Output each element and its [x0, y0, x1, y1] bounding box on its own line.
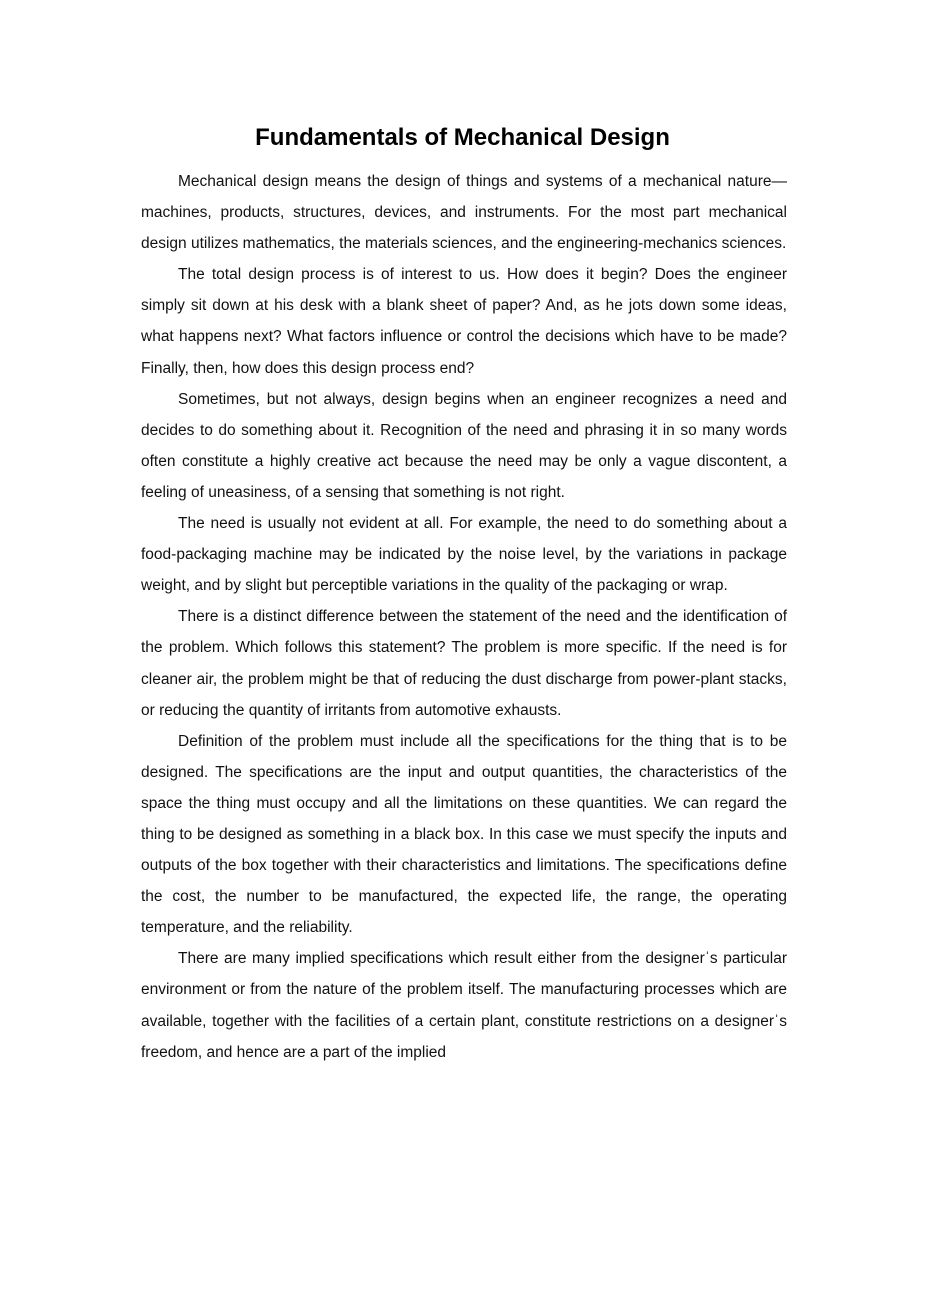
document-body [141, 166, 787, 1068]
paragraph-4: The need is usually not evident at all. For example, the need to do something about a food-packaging machine may be indicated by the noise level, by the variations in package weight, and by slight but perceptible variations in the quality of the packaging or wrap. [141, 515, 787, 595]
paragraph-7: There are many implied specifications which result either from the designerˈs particular environment or from the nature of the problem itself. The manufacturing processes which are available, together with the facilities of a certain plant, constitute restrictions on a designerˈs freedom, and hence are a part of the implied [141, 950, 787, 1061]
page-title: Fundamentals of Mechanical Design [255, 124, 670, 151]
paragraph-6: Definition of the problem must include all the specifications for the thing that is to be designed. The specifications are the input and output quantities, the characteristics of the space the thing must occupy and all the limitations on these quantities. We can regard the thing to be designed as something in a black box. In this case we must specify the inputs and outputs of the box together with their characteristics and limitations. The specifications define the cost, the number to be manufactured, the expected life, the range, the operating temperature, and the reliability. [141, 732, 787, 937]
paragraph-1: Mechanical design means the design of things and systems of a mechanical nature—machines, products, structures, devices, and instruments. For the most part mechanical design utilizes mathematics, the materials sciences, and the engineering-mechanics sciences. [141, 173, 787, 253]
paragraph-2: The total design process is of interest to us. How does it begin? Does the engineer simply sit down at his desk with a blank sheet of paper? And, as he jots down some ideas, what happens next? What factors influence or control the decisions which have to be made? Finally, then, how does this design process end? [141, 266, 787, 377]
paragraph-3: Sometimes, but not always, design begins when an engineer recognizes a need and decides to do something about it. Recognition of the need and phrasing it in so many words often constitute a highly creative act because the need may be only a vague discontent, a feeling of uneasiness, of a sensing that something is not right. [141, 390, 787, 501]
paragraph-5: There is a distinct difference between the statement of the need and the identification of the problem. Which follows this statement? The problem is more specific. If the need is for cleaner air, the problem might be that of reducing the dust discharge from power-plant stacks, or reducing the quantity of irritants from automotive exhausts. [141, 608, 787, 719]
